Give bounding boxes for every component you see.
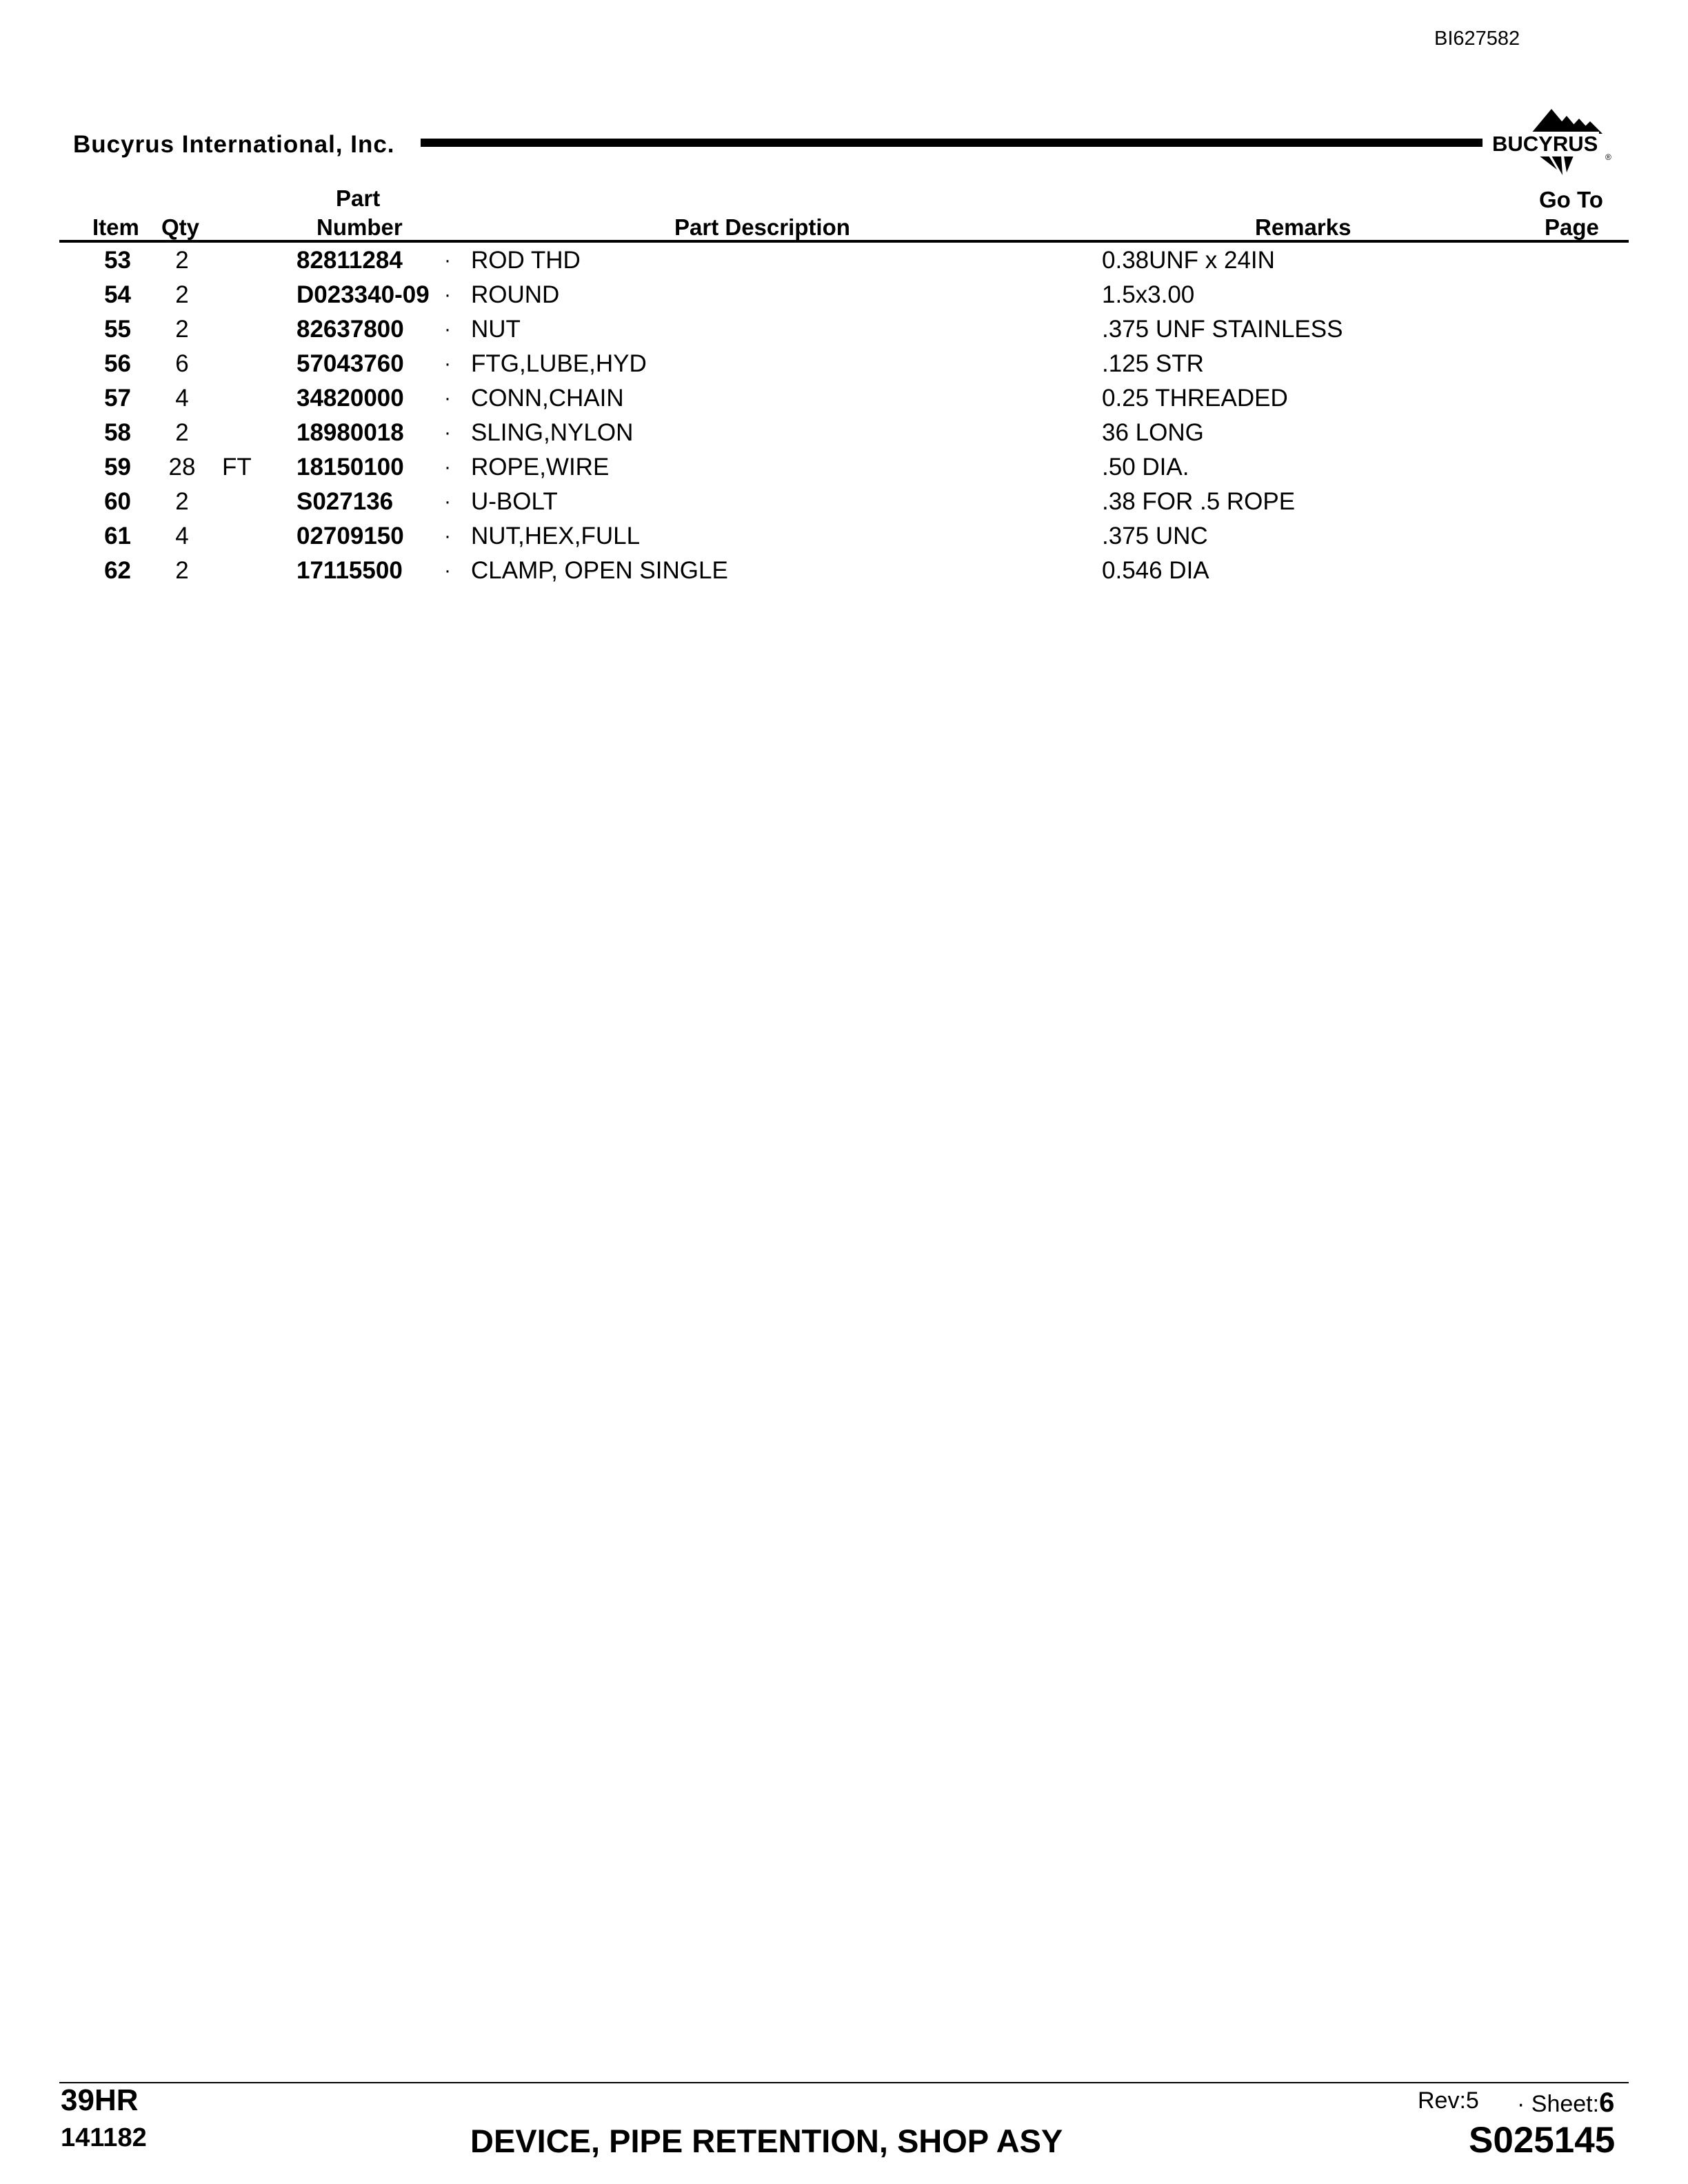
item-number: 57 xyxy=(104,385,131,412)
part-number: 02709150 xyxy=(297,523,404,549)
logo-wordmark: BUCYRUS xyxy=(1492,132,1598,156)
item-number: 56 xyxy=(104,350,131,377)
indent-bullet: · xyxy=(444,525,451,547)
quantity: 2 xyxy=(175,488,189,515)
quantity: 4 xyxy=(175,523,189,549)
indent-bullet: · xyxy=(444,283,451,306)
table-row xyxy=(0,416,1688,450)
part-number: 17115500 xyxy=(297,557,403,584)
part-description: ROUND xyxy=(471,281,560,308)
remarks: .50 DIA. xyxy=(1102,454,1189,481)
item-number: 54 xyxy=(104,281,131,308)
column-header-description: Part Description xyxy=(674,214,850,240)
remarks: .125 STR xyxy=(1102,350,1204,377)
remarks: .375 UNC xyxy=(1102,523,1208,549)
remarks: 0.25 THREADED xyxy=(1102,385,1288,412)
indent-bullet: · xyxy=(444,318,451,341)
svg-text:®: ® xyxy=(1605,152,1611,162)
assembly-title: DEVICE, PIPE RETENTION, SHOP ASY xyxy=(470,2123,1063,2159)
part-number: S027136 xyxy=(297,488,394,515)
indent-bullet: · xyxy=(444,421,451,444)
remarks: .375 UNF STAINLESS xyxy=(1102,316,1343,343)
quantity-unit: FT xyxy=(222,454,252,481)
part-number: 18150100 xyxy=(297,454,404,481)
item-number: 55 xyxy=(104,316,131,343)
part-number: 57043760 xyxy=(297,350,404,377)
sheet-label: · Sheet: xyxy=(1517,2091,1600,2117)
part-description: NUT xyxy=(471,316,521,343)
quantity: 2 xyxy=(175,557,189,584)
part-description: SLING,NYLON xyxy=(471,419,634,446)
part-number: 82637800 xyxy=(297,316,404,343)
remarks: 0.546 DIA xyxy=(1102,557,1209,584)
table-row xyxy=(0,485,1688,519)
part-description: ROD THD xyxy=(471,247,581,274)
table-row xyxy=(0,381,1688,416)
column-header-part-line2: Number xyxy=(316,214,403,240)
part-description: FTG,LUBE,HYD xyxy=(471,350,647,377)
reference-number: 141182 xyxy=(61,2123,147,2152)
footer-rule xyxy=(59,2082,1629,2083)
part-description: CLAMP, OPEN SINGLE xyxy=(471,557,728,584)
column-header-goto-line2: Page xyxy=(1545,214,1599,240)
table-row xyxy=(0,278,1688,312)
item-number: 61 xyxy=(104,523,131,549)
header-rule xyxy=(421,139,1483,147)
indent-bullet: · xyxy=(444,387,451,410)
part-number: D023340-09 xyxy=(297,281,430,308)
company-name: Bucyrus International, Inc. xyxy=(73,131,395,158)
quantity: 6 xyxy=(175,350,189,377)
drawing-code: S025145 xyxy=(1469,2120,1616,2161)
sheet-number: 6 xyxy=(1599,2087,1615,2118)
quantity: 2 xyxy=(175,419,189,446)
column-header-rule xyxy=(59,240,1629,243)
part-number: 82811284 xyxy=(297,247,403,274)
quantity: 2 xyxy=(175,316,189,343)
item-number: 58 xyxy=(104,419,131,446)
part-description: ROPE,WIRE xyxy=(471,454,610,481)
remarks: .38 FOR .5 ROPE xyxy=(1102,488,1296,515)
part-number: 34820000 xyxy=(297,385,404,412)
column-header-qty: Qty xyxy=(161,214,200,240)
table-row xyxy=(0,243,1688,278)
remarks: 0.38UNF x 24IN xyxy=(1102,247,1275,274)
part-description: NUT,HEX,FULL xyxy=(471,523,641,549)
indent-bullet: · xyxy=(444,249,451,272)
table-row xyxy=(0,554,1688,588)
machine-model: 39HR xyxy=(61,2083,139,2117)
column-header-item: Item xyxy=(92,214,139,240)
part-description: U-BOLT xyxy=(471,488,558,515)
remarks: 36 LONG xyxy=(1102,419,1204,446)
quantity: 2 xyxy=(175,247,189,274)
column-header-part-line1: Part xyxy=(336,185,381,211)
sheet-indicator xyxy=(1517,2087,1614,2119)
item-number: 62 xyxy=(104,557,131,584)
document-id: BI627582 xyxy=(1434,28,1520,50)
revision-label: Rev:5 xyxy=(1418,2087,1479,2114)
part-description: CONN,CHAIN xyxy=(471,385,624,412)
table-row xyxy=(0,450,1688,485)
column-header-remarks: Remarks xyxy=(1255,214,1352,240)
column-header-goto-line1: Go To xyxy=(1539,187,1603,212)
table-row xyxy=(0,519,1688,554)
indent-bullet: · xyxy=(444,456,451,478)
part-number: 18980018 xyxy=(297,419,404,446)
quantity: 2 xyxy=(175,281,189,308)
indent-bullet: · xyxy=(444,559,451,582)
quantity: 4 xyxy=(175,385,189,412)
item-number: 53 xyxy=(104,247,131,274)
table-row xyxy=(0,347,1688,381)
quantity: 28 xyxy=(168,454,196,481)
indent-bullet: · xyxy=(444,490,451,513)
item-number: 60 xyxy=(104,488,131,515)
remarks: 1.5x3.00 xyxy=(1102,281,1195,308)
item-number: 59 xyxy=(104,454,131,481)
table-row xyxy=(0,312,1688,347)
indent-bullet: · xyxy=(444,352,451,375)
